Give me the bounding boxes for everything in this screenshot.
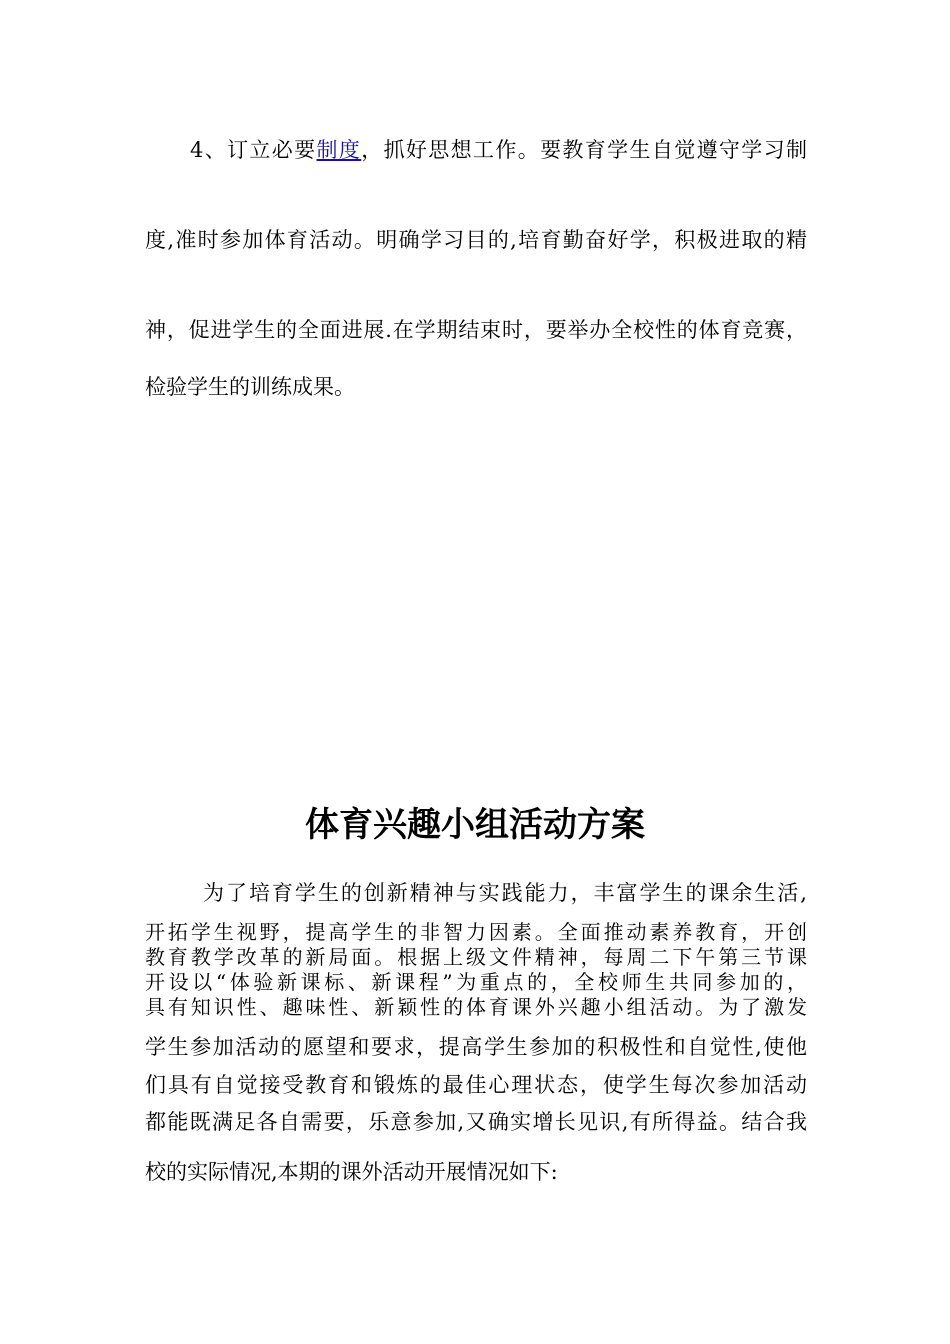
plan-line-4: 开设以“体验新课标、新课程”为重点的，全校师生共同参加的， [145, 970, 807, 994]
plan-line-2: 开拓学生视野，提高学生的非智力因素。全面推动素养教育，开创 [145, 920, 807, 944]
paragraph-line-3: 神，促进学生的全面进展.在学期结束时，要举办全校性的体育竞赛， [145, 318, 807, 342]
line1-suffix: ，抓好思想工作。要教育学生自觉遵守学习制 [361, 138, 807, 162]
plan-line-7: 们具有自觉接受教育和锻炼的最佳心理状态，使学生每次参加活动 [145, 1073, 807, 1097]
section-title: 体育兴趣小组活动方案 [305, 805, 645, 845]
system-link[interactable]: 制度 [316, 138, 362, 162]
plan-line-9: 校的实际情况,本期的课外活动开展情况如下: [145, 1160, 558, 1184]
plan-line-8: 都能既满足各自需要，乐意参加,又确实增长见识,有所得益。结合我 [145, 1110, 807, 1134]
plan-line-5: 具有知识性、趣味性、新颖性的体育课外兴趣小组活动。为了激发 [145, 995, 807, 1019]
paragraph-line-1 [190, 135, 807, 165]
paragraph-line-2: 度,准时参加体育活动。明确学习目的,培育勤奋好学，积极进取的精 [145, 228, 807, 252]
line1-prefix: 4、订立必要 [190, 138, 317, 162]
plan-line-3: 教育教学改革的新局面。根据上级文件精神，每周二下午第三节课 [145, 945, 807, 969]
paragraph-line-4: 检验学生的训练成果。 [145, 375, 355, 399]
plan-line-1: 为了培育学生的创新精神与实践能力，丰富学生的课余生活, [203, 881, 807, 905]
plan-line-6: 学生参加活动的愿望和要求，提高学生参加的积极性和自觉性,使他 [145, 1035, 807, 1059]
